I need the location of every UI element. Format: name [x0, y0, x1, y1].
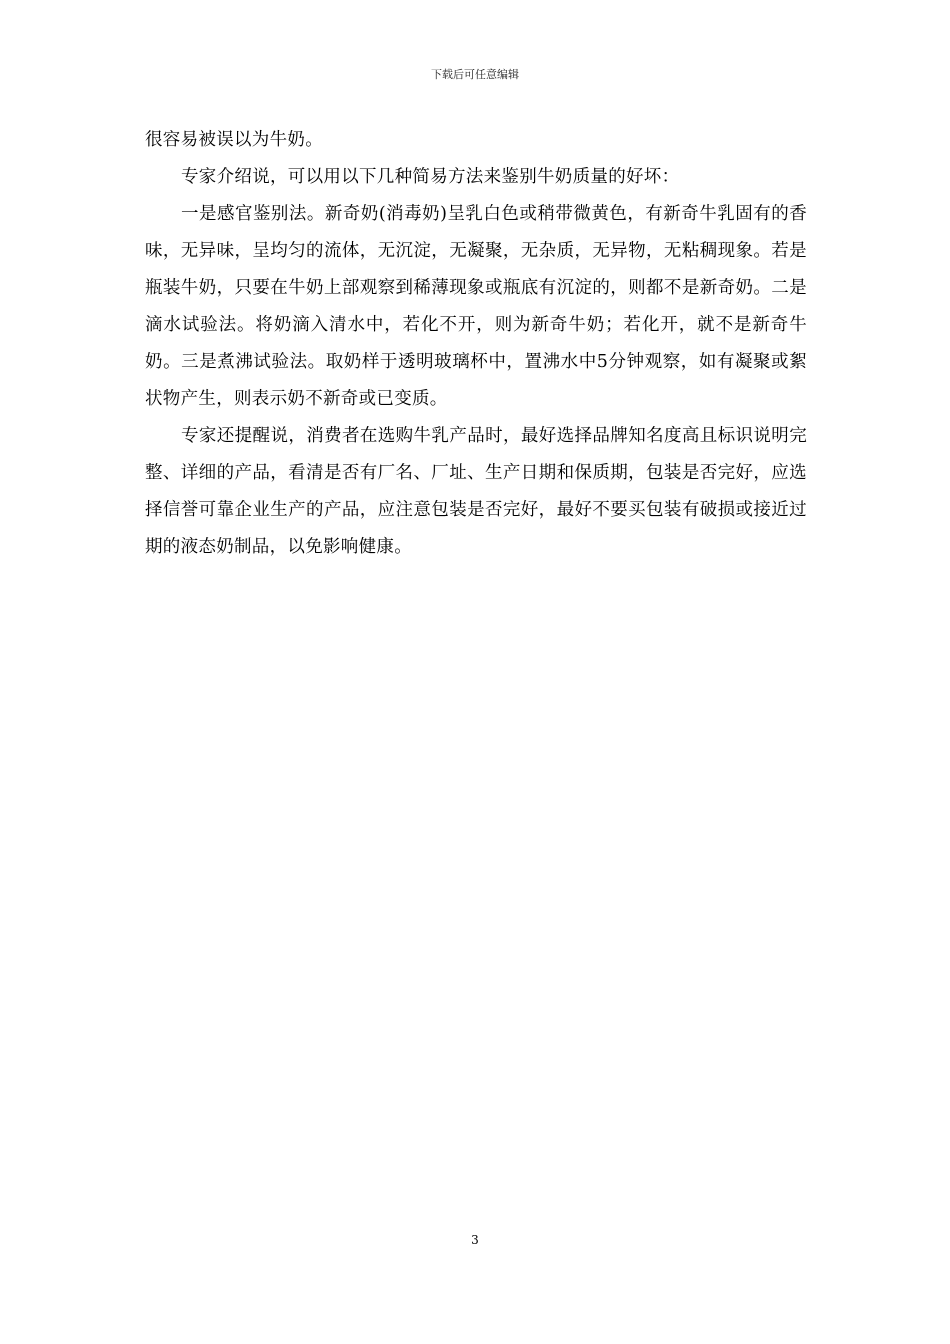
paragraph-expert-advice: 专家还提醒说，消费者在选购牛乳产品时，最好选择品牌知名度高且标识说明完整、详细的产品，看清是否有厂名、厂址、生产日期和保质期，包装是否完好，应选择信誉可靠企业生产的产品，应注意包装是否完好，最好不要买包装有破损或接近过期的液态奶制品，以免影响健康。 [145, 426, 807, 557]
document-body [145, 122, 807, 566]
paragraph-test-methods: 一是感官鉴别法。新奇奶(消毒奶)呈乳白色或稍带微黄色，有新奇牛乳固有的香味，无异味，呈均匀的流体，无沉淀，无凝聚，无杂质，无异物，无粘稠现象。若是瓶装牛奶，只要在牛奶上部观察到稀薄现象或瓶底有沉淀的，则都不是新奇奶。二是滴水试验法。将奶滴入清水中，若化不开，则为新奇牛奶；若化开，就不是新奇牛奶。三是煮沸试验法。取奶样于透明玻璃杯中，置沸水中5分钟观察，如有凝聚或絮状物产生，则表示奶不新奇或已变质。 [145, 204, 807, 409]
page-number: 3 [471, 1233, 479, 1247]
page-header: 下载后可任意编辑 [431, 68, 519, 81]
paragraph-continuation: 很容易被误以为牛奶。 [145, 130, 323, 150]
paragraph-expert-intro: 专家介绍说，可以用以下几种简易方法来鉴别牛奶质量的好坏： [181, 167, 680, 187]
